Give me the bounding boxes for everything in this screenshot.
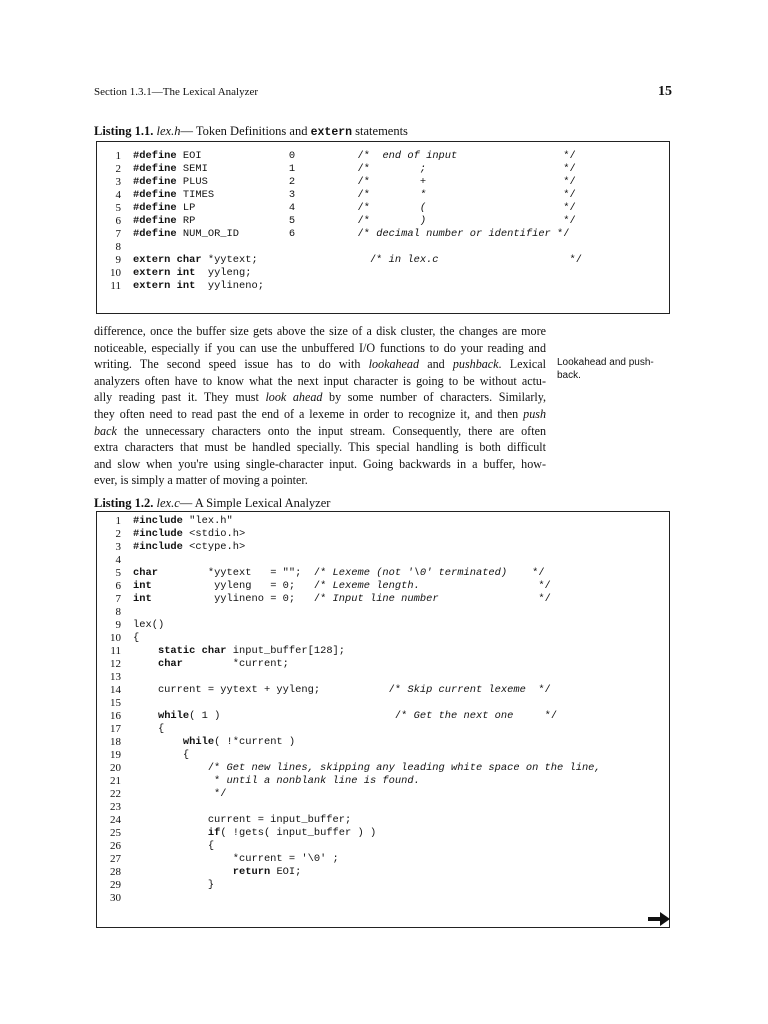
code-comment: + — [419, 176, 427, 188]
listing2-caption — [94, 496, 330, 511]
code-line — [97, 176, 669, 189]
code-segment: */ — [438, 593, 551, 605]
code-segment: SEMI 1 /* — [176, 163, 420, 175]
paragraph-text: writing. The second speed issue has to do with — [94, 357, 369, 372]
line-number: 19 — [110, 749, 121, 761]
code-keyword: extern char — [133, 254, 202, 266]
code-segment: */ — [133, 788, 227, 800]
code-keyword: #include — [133, 541, 183, 553]
code-text — [133, 736, 295, 749]
margin-note: Lookahead and push-back. — [557, 357, 654, 381]
code-comment: until a nonblank line is found. — [226, 775, 420, 787]
code-keyword: #include — [133, 515, 183, 527]
emphasis-text: push — [523, 406, 546, 421]
code-segment — [133, 658, 158, 670]
code-segment: LP 4 /* — [176, 202, 420, 214]
paragraph-text: they often need to read past the end of a lexeme in order to recognize it, and then — [94, 406, 524, 421]
line-number: 18 — [110, 736, 121, 748]
listing1-caption-text: — Token Definitions and — [180, 124, 311, 138]
code-comment: decimal number or identifier — [376, 228, 551, 240]
page-number: 15 — [658, 84, 672, 99]
code-segment: TIMES 3 /* — [176, 189, 420, 201]
line-number: 4 — [115, 554, 121, 566]
line-number: 24 — [110, 814, 121, 826]
running-header-section: Section 1.3.1—The Lexical Analyzer — [94, 86, 259, 98]
line-number: 4 — [115, 189, 121, 201]
paragraph-text: extra characters that must be handled specially. This special handling is both difficult — [94, 440, 546, 455]
paragraph-text: difference, once the buffer size gets above the size of a disk cluster, the changes are more — [94, 324, 546, 338]
code-segment: "lex.h" — [182, 515, 233, 527]
code-segment: */ — [426, 163, 576, 175]
paragraph-text: and slow when you're using single-character input. Going backwards in a buffer, how- — [94, 456, 546, 471]
code-text — [133, 879, 214, 892]
code-segment: } — [133, 879, 215, 891]
code-comment: * — [419, 189, 427, 201]
code-segment — [133, 736, 183, 748]
code-text — [133, 710, 557, 723]
code-text — [133, 853, 339, 866]
code-comment: Input line number — [332, 593, 439, 605]
listing2-caption-text: — A Simple Lexical Analyzer — [179, 496, 331, 510]
line-number: 14 — [110, 684, 121, 696]
code-text — [133, 176, 576, 189]
code-segment: *yytext = ""; /* — [157, 567, 333, 579]
code-segment: yyleng; — [195, 267, 252, 279]
code-keyword: return — [232, 866, 271, 878]
emphasis-text: back — [94, 423, 117, 438]
code-line — [97, 580, 669, 593]
code-segment: *current; — [182, 658, 289, 670]
code-text — [133, 567, 545, 580]
code-text — [133, 593, 551, 606]
code-text — [133, 619, 164, 632]
code-line — [97, 658, 669, 671]
right-arrow-icon — [648, 912, 670, 926]
code-line — [97, 866, 669, 879]
line-number: 13 — [110, 671, 121, 683]
line-number: 28 — [110, 866, 121, 878]
code-segment: */ — [457, 150, 576, 162]
listing2-code-box — [96, 511, 670, 928]
line-number: 3 — [115, 541, 121, 553]
code-segment: current = input_buffer; — [133, 814, 352, 826]
emphasis-text: pushback — [452, 357, 499, 372]
code-segment: */ — [525, 684, 551, 696]
code-segment: */ — [426, 202, 576, 214]
line-number: 10 — [110, 267, 121, 279]
code-text — [133, 684, 551, 697]
code-segment — [133, 866, 233, 878]
line-number: 10 — [110, 632, 121, 644]
code-text — [133, 814, 351, 827]
code-line — [97, 684, 669, 697]
code-segment: EOI 0 /* — [176, 150, 383, 162]
code-keyword: #define — [133, 189, 177, 201]
code-line — [97, 671, 669, 684]
line-number: 16 — [110, 710, 121, 722]
line-number: 3 — [115, 176, 121, 188]
code-line — [97, 619, 669, 632]
code-text — [133, 150, 576, 163]
listing1-caption — [94, 124, 408, 139]
code-segment: { — [133, 840, 215, 852]
code-comment: end of input — [382, 150, 458, 162]
code-line — [97, 267, 669, 280]
code-segment: <ctype.h> — [182, 541, 246, 553]
code-comment: Get the next one — [413, 710, 514, 722]
code-line — [97, 814, 669, 827]
code-line — [97, 710, 669, 723]
code-keyword: char — [157, 658, 183, 670]
code-segment: current = yytext + yyleng; /* — [133, 684, 408, 696]
code-line — [97, 254, 669, 267]
code-line — [97, 228, 669, 241]
code-line — [97, 150, 669, 163]
code-line — [97, 736, 669, 749]
code-text — [133, 723, 164, 736]
paragraph-line — [94, 472, 546, 489]
code-text — [133, 762, 601, 775]
line-number: 8 — [115, 241, 121, 253]
code-keyword: char — [133, 567, 158, 579]
code-segment: ( !*current ) — [214, 736, 296, 748]
line-number: 26 — [110, 840, 121, 852]
code-segment: PLUS 2 /* — [176, 176, 420, 188]
line-number: 20 — [110, 762, 121, 774]
paragraph-line — [94, 439, 546, 456]
line-number: 22 — [110, 788, 121, 800]
line-number: 1 — [115, 515, 121, 527]
code-text — [133, 215, 576, 228]
code-segment: ( !gets( input_buffer ) ) — [220, 827, 377, 839]
line-number: 5 — [115, 202, 121, 214]
code-keyword: #define — [133, 202, 177, 214]
paragraph-text: the unnecessary characters onto the input stream. Consequently, there are often — [116, 423, 546, 438]
line-number: 6 — [115, 215, 121, 227]
code-line — [97, 280, 669, 293]
line-number: 6 — [115, 580, 121, 592]
code-keyword: while — [182, 736, 215, 748]
line-number: 12 — [110, 658, 121, 670]
line-number: 5 — [115, 567, 121, 579]
listing2-label: Listing 1.2. — [94, 496, 154, 510]
code-segment: * — [133, 775, 227, 787]
code-segment: ( 1 ) /* — [189, 710, 414, 722]
code-comment: ; — [419, 163, 427, 175]
code-segment: RP 5 /* — [176, 215, 420, 227]
code-segment: */ — [550, 228, 570, 240]
code-comment: Get new lines, skipping any leading white space on the line, — [226, 762, 601, 774]
paragraph-line — [94, 323, 546, 340]
code-text — [133, 202, 576, 215]
code-keyword: #include — [133, 528, 183, 540]
code-segment: lex() — [133, 619, 165, 631]
code-text — [133, 228, 570, 241]
code-line — [97, 215, 669, 228]
code-text — [133, 788, 227, 801]
line-number: 11 — [110, 280, 121, 292]
listing1-code-box — [96, 141, 670, 314]
code-segment: yyleng = 0; /* — [151, 580, 333, 592]
code-text — [133, 267, 251, 280]
code-keyword: #define — [133, 176, 177, 188]
code-line — [97, 606, 669, 619]
paragraph-text: ever, is simply a matter of moving a pointer. — [94, 473, 308, 488]
code-line — [97, 853, 669, 866]
paragraph-text: ally reading past it. They must — [94, 390, 266, 405]
code-line — [97, 554, 669, 567]
code-segment: */ — [419, 580, 551, 592]
code-segment: */ — [507, 567, 545, 579]
code-text — [133, 866, 301, 879]
code-segment: yylineno = 0; /* — [151, 593, 333, 605]
code-text — [133, 775, 420, 788]
code-line — [97, 827, 669, 840]
code-keyword: #define — [133, 228, 177, 240]
code-line — [97, 840, 669, 853]
emphasis-text: lookahead — [368, 357, 420, 372]
code-line — [97, 749, 669, 762]
emphasis-text: look ahead — [265, 390, 323, 405]
line-number: 1 — [115, 150, 121, 162]
code-text — [133, 189, 576, 202]
code-segment: NUM_OR_ID 6 /* — [176, 228, 377, 240]
code-line — [97, 567, 669, 580]
code-text — [133, 280, 264, 293]
code-keyword: extern int — [133, 280, 196, 292]
code-text — [133, 658, 289, 671]
code-keyword: #define — [133, 150, 177, 162]
line-number: 15 — [110, 697, 121, 709]
code-line — [97, 241, 669, 254]
code-comment: in lex.c — [388, 254, 439, 266]
code-segment: */ — [426, 176, 576, 188]
line-number: 30 — [110, 892, 121, 904]
line-number: 23 — [110, 801, 121, 813]
code-line — [97, 801, 669, 814]
code-segment: /* — [133, 762, 227, 774]
listing1-caption-tail: statements — [352, 124, 408, 138]
paragraph-line — [94, 373, 546, 390]
paragraph-line — [94, 389, 546, 406]
code-text — [133, 632, 139, 645]
code-line — [97, 515, 669, 528]
code-keyword: int — [133, 593, 152, 605]
line-number: 27 — [110, 853, 121, 865]
code-text — [133, 840, 214, 853]
code-segment: */ — [513, 710, 558, 722]
line-number: 25 — [110, 827, 121, 839]
code-segment — [133, 645, 158, 657]
code-comment: Lexeme length. — [332, 580, 420, 592]
listing2-file: lex.c — [156, 496, 180, 510]
line-number: 2 — [115, 528, 121, 540]
code-line — [97, 775, 669, 788]
paragraph-text: and — [419, 357, 453, 372]
paragraph-line — [94, 356, 546, 373]
code-comment: Lexeme (not '\0' terminated) — [332, 567, 508, 579]
paragraph-line — [94, 340, 546, 357]
code-segment: *yytext; /* — [201, 254, 389, 266]
paragraph-text: . Lexical — [498, 357, 546, 372]
code-segment: input_buffer[128]; — [226, 645, 346, 657]
code-segment: { — [133, 749, 190, 761]
code-keyword: if — [207, 827, 221, 839]
paragraph-text: noticeable, especially if you can use the unbuffered I/O functions to do your reading and — [94, 340, 546, 355]
line-number: 9 — [115, 619, 121, 631]
code-keyword: #define — [133, 215, 177, 227]
paragraph-line — [94, 406, 546, 423]
code-line — [97, 762, 669, 775]
code-line — [97, 528, 669, 541]
code-comment: ) — [419, 215, 427, 227]
line-number: 8 — [115, 606, 121, 618]
code-segment: { — [133, 632, 140, 644]
line-number: 7 — [115, 228, 121, 240]
code-line — [97, 645, 669, 658]
code-keyword: static char — [157, 645, 227, 657]
code-comment: Skip current lexeme — [407, 684, 526, 696]
code-segment — [133, 710, 158, 722]
line-number: 7 — [115, 593, 121, 605]
paragraph-text: by some number of characters. Similarly, — [322, 390, 547, 405]
listing1-label: Listing 1.1. — [94, 124, 154, 138]
code-line — [97, 723, 669, 736]
listing1-file: lex.h — [156, 124, 181, 138]
code-line — [97, 632, 669, 645]
paragraph-text: analyzers often have to know what the next input character is going to be without actu- — [94, 373, 546, 388]
paragraph-line — [94, 456, 546, 473]
code-line — [97, 163, 669, 176]
code-line — [97, 189, 669, 202]
code-segment — [133, 827, 208, 839]
code-segment: */ — [426, 189, 576, 201]
code-keyword: int — [133, 580, 152, 592]
body-paragraph — [94, 323, 546, 489]
code-keyword: #define — [133, 163, 177, 175]
line-number: 11 — [110, 645, 121, 657]
code-segment: *current = '\0' ; — [133, 853, 339, 865]
line-number: 9 — [115, 254, 121, 266]
code-keyword: while — [157, 710, 190, 722]
code-keyword: extern int — [133, 267, 196, 279]
line-number: 17 — [110, 723, 121, 735]
code-segment: { — [133, 723, 165, 735]
code-text — [133, 749, 189, 762]
code-text — [133, 645, 345, 658]
code-line — [97, 541, 669, 554]
code-text — [133, 827, 376, 840]
code-text — [133, 541, 245, 554]
code-text — [133, 580, 551, 593]
line-number: 29 — [110, 879, 121, 891]
code-text — [133, 515, 233, 528]
code-segment: yylineno; — [195, 280, 264, 292]
code-segment: <stdio.h> — [182, 528, 246, 540]
code-segment: */ — [426, 215, 576, 227]
code-line — [97, 697, 669, 710]
code-text — [133, 254, 582, 267]
code-line — [97, 788, 669, 801]
code-comment: ( — [419, 202, 427, 214]
code-text — [133, 528, 245, 541]
code-line — [97, 593, 669, 606]
code-line — [97, 892, 669, 905]
paragraph-line — [94, 423, 546, 440]
code-line — [97, 202, 669, 215]
code-segment: EOI; — [270, 866, 302, 878]
listing1-caption-keyword: extern — [310, 126, 353, 139]
line-number: 21 — [110, 775, 121, 787]
code-segment: */ — [438, 254, 582, 266]
code-line — [97, 879, 669, 892]
code-text — [133, 163, 576, 176]
line-number: 2 — [115, 163, 121, 175]
